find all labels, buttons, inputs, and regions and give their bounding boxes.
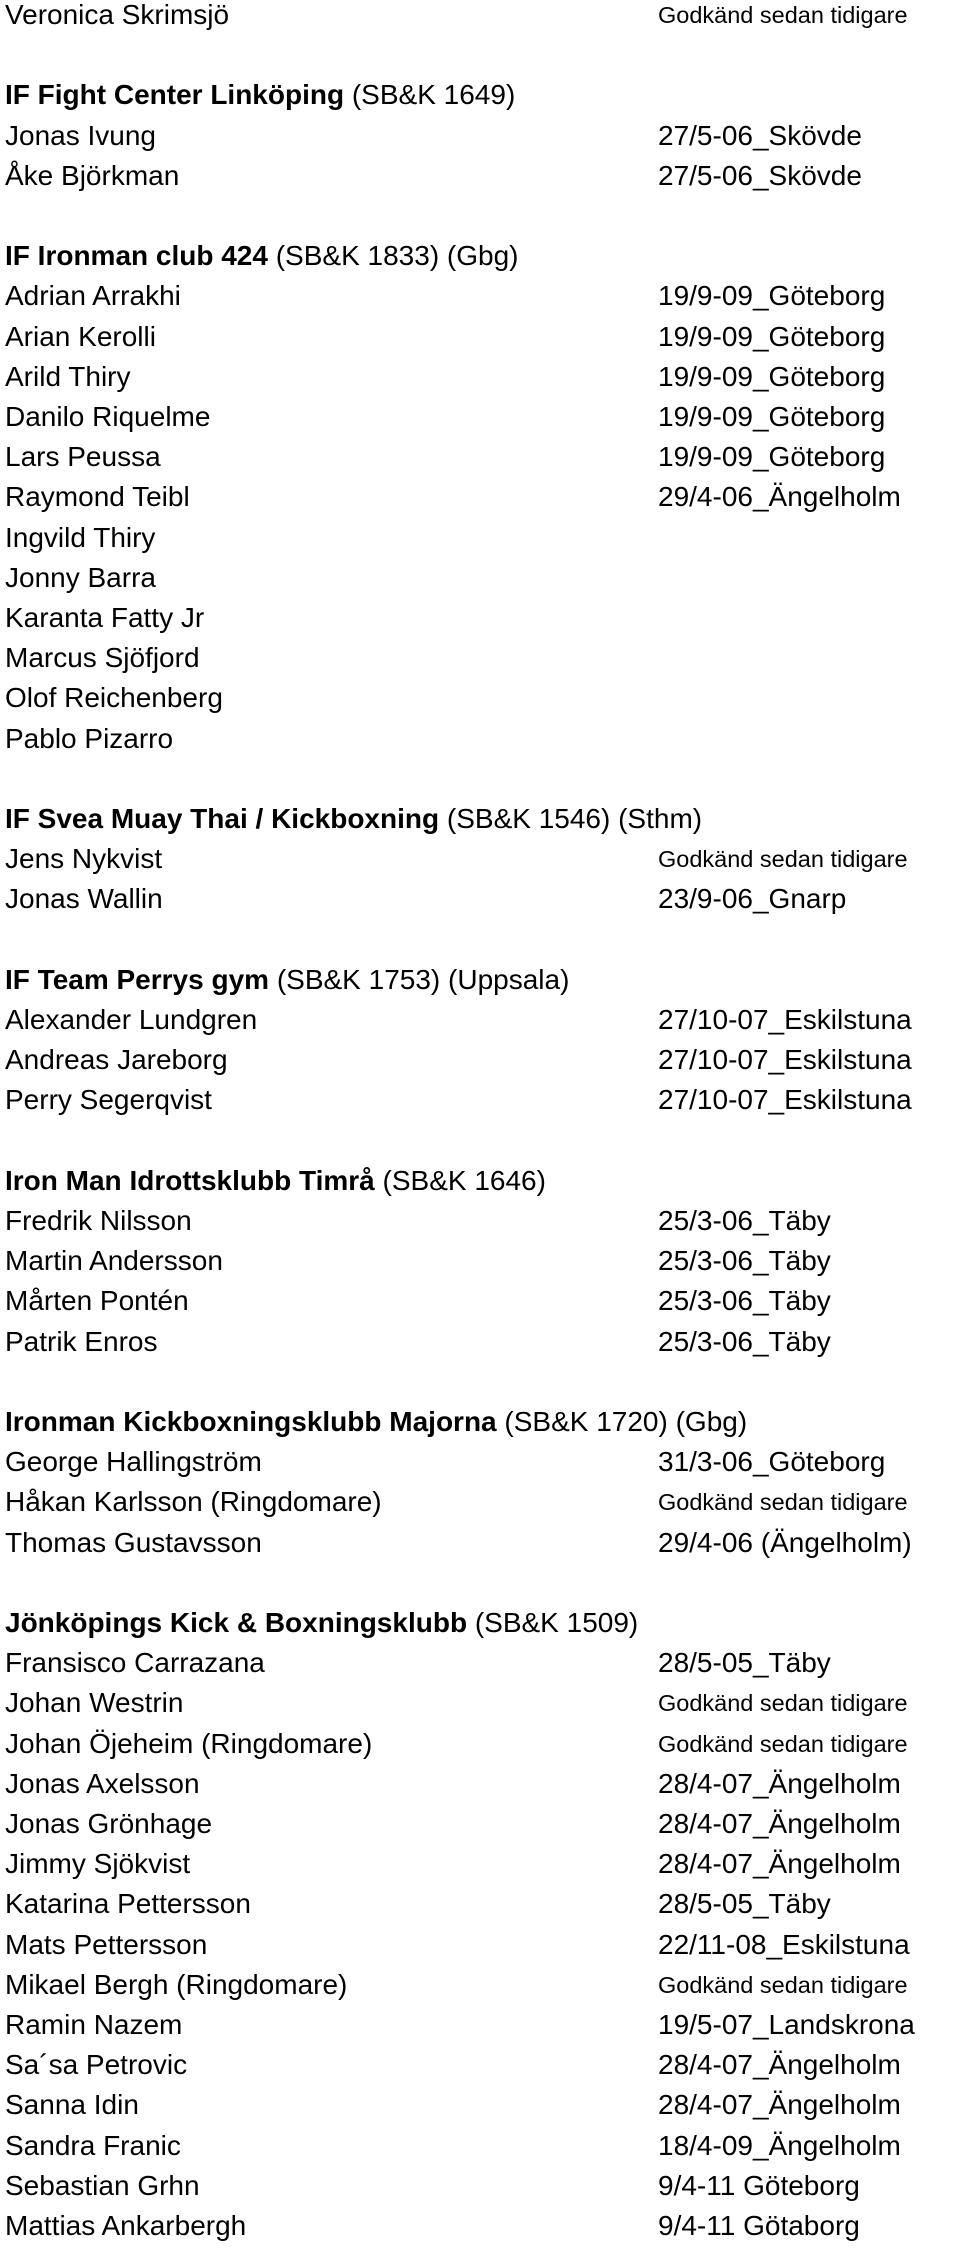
approval-date: 19/9-09_Göteborg	[658, 320, 886, 352]
member-row	[0, 1849, 960, 1889]
member-name: Mårten Pontén	[5, 1285, 189, 1317]
member-name: Åke Björkman	[5, 159, 180, 191]
member-row	[0, 1286, 960, 1326]
approval-date: 27/10-07_Eskilstuna	[658, 1084, 912, 1116]
member-row	[0, 1889, 960, 1929]
member-row	[0, 1809, 960, 1849]
member-row	[0, 281, 960, 321]
approval-date: 19/9-09_Göteborg	[658, 280, 886, 312]
member-name: Fransisco Carrazana	[5, 1647, 265, 1679]
member-row	[0, 362, 960, 402]
member-row	[0, 1528, 960, 1568]
approval-date: 28/5-05_Täby	[658, 1647, 831, 1679]
member-row	[0, 322, 960, 362]
member-row	[0, 1970, 960, 2010]
member-name: George Hallingström	[5, 1446, 262, 1478]
club-details: (SB&K 1509)	[467, 1607, 639, 1638]
club-details: (SB&K 1753) (Uppsala)	[269, 963, 570, 995]
approval-date: Godkänd sedan tidigare	[658, 846, 908, 873]
member-row	[0, 482, 960, 522]
member-row	[0, 1206, 960, 1246]
member-name: Sandra Franic	[5, 2129, 181, 2161]
member-row	[0, 1487, 960, 1527]
member-name: Ramin Nazem	[5, 2009, 183, 2040]
approval-date: 18/4-09_Ängelholm	[658, 2129, 901, 2161]
club-name: IF Ironman club 424	[5, 240, 268, 272]
approval-date: 27/10-07_Eskilstuna	[658, 1044, 912, 1076]
club-heading-row	[0, 1166, 960, 1206]
approval-date: 27/5-06_Skövde	[658, 119, 862, 151]
approval-date: 25/3-06_Täby	[658, 1205, 831, 1236]
member-name: Lars Peussa	[5, 441, 161, 473]
club-name: Jönköpings Kick & Boxningsklubb	[5, 1607, 468, 1638]
member-name: Perry Segerqvist	[5, 1084, 212, 1116]
member-row	[0, 2211, 960, 2251]
member-name: Arian Kerolli	[5, 320, 156, 352]
club-heading	[5, 1407, 747, 1437]
approval-date: 28/4-07_Ängelholm	[658, 1767, 901, 1799]
approval-date: 9/4-11 Göteborg	[658, 2169, 860, 2201]
club-name: IF Svea Muay Thai / Kickboxning	[5, 803, 440, 834]
club-name: IF Fight Center Linköping	[5, 79, 345, 111]
member-row	[0, 402, 960, 442]
approval-date: 28/4-07_Ängelholm	[658, 2089, 901, 2121]
member-name: Jonas Ivung	[5, 119, 156, 151]
member-name: Mats Pettersson	[5, 1928, 208, 1960]
member-name: Thomas Gustavsson	[5, 1526, 262, 1558]
approval-date: Godkänd sedan tidigare	[658, 1489, 908, 1516]
member-row	[0, 2090, 960, 2130]
approval-date: 19/9-09_Göteborg	[658, 401, 886, 432]
member-name: Veronica Skrimsjö	[5, 0, 230, 30]
member-row	[0, 603, 960, 643]
member-row	[0, 1447, 960, 1487]
member-name: Fredrik Nilsson	[5, 1205, 192, 1236]
club-heading-row	[0, 80, 960, 120]
member-name: Raymond Teibl	[5, 481, 190, 513]
approval-date: 25/3-06_Täby	[658, 1285, 831, 1317]
approval-date: Godkänd sedan tidigare	[658, 2, 908, 28]
approval-date: 22/11-08_Eskilstuna	[658, 1928, 910, 1960]
club-heading-row	[0, 804, 960, 844]
member-name: Sanna Idin	[5, 2089, 139, 2121]
member-row	[0, 1246, 960, 1286]
club-heading	[5, 1166, 546, 1196]
member-name: Olof Reichenberg	[5, 682, 223, 714]
member-row	[0, 1769, 960, 1809]
club-heading-row	[0, 241, 960, 281]
member-row	[0, 121, 960, 161]
member-row	[0, 442, 960, 482]
member-name: Katarina Pettersson	[5, 1888, 251, 1920]
member-name: Sa´sa Petrovic	[5, 2049, 188, 2081]
member-name: Martin Andersson	[5, 1245, 223, 1277]
member-row	[0, 724, 960, 764]
member-row	[0, 884, 960, 924]
club-heading	[5, 804, 702, 834]
member-name: Johan Westrin	[5, 1687, 184, 1719]
club-name: Ironman Kickboxningsklubb Majorna	[5, 1406, 497, 1437]
member-row	[0, 2131, 960, 2171]
member-row	[0, 1085, 960, 1125]
member-name: Pablo Pizarro	[5, 722, 174, 754]
approval-date: 27/10-07_Eskilstuna	[658, 1004, 912, 1035]
member-name: Karanta Fatty Jr	[5, 602, 205, 633]
member-row	[0, 563, 960, 603]
member-name: Jonny Barra	[5, 561, 156, 593]
approval-date: 9/4-11 Götaborg	[658, 2210, 860, 2241]
member-name: Adrian Arrakhi	[5, 280, 181, 312]
member-name: Danilo Riquelme	[5, 401, 211, 432]
approval-date: Godkänd sedan tidigare	[658, 1690, 908, 1717]
member-row	[0, 1648, 960, 1688]
approval-date: 28/4-07_Ängelholm	[658, 2049, 901, 2081]
club-details: (SB&K 1546) (Sthm)	[439, 803, 703, 834]
club-heading	[5, 1608, 638, 1638]
approval-date: 31/3-06_Göteborg	[658, 1446, 886, 1478]
approval-date: 19/5-07_Landskrona	[658, 2009, 915, 2040]
member-name: Arild Thiry	[5, 360, 131, 392]
club-heading-row	[0, 965, 960, 1005]
member-row	[0, 643, 960, 683]
member-row	[0, 2010, 960, 2050]
member-name: Mikael Bergh (Ringdomare)	[5, 1968, 348, 2000]
club-details: (SB&K 1646)	[374, 1164, 546, 1196]
member-row	[0, 1688, 960, 1728]
member-name: Jonas Grönhage	[5, 1808, 213, 1839]
club-name: IF Team Perrys gym	[5, 963, 270, 995]
approval-date: Godkänd sedan tidigare	[658, 1971, 908, 1998]
approval-date: 19/9-09_Göteborg	[658, 360, 886, 392]
club-heading	[5, 965, 569, 995]
approval-date: 25/3-06_Täby	[658, 1245, 831, 1277]
member-name: Jimmy Sjökvist	[5, 1848, 191, 1880]
approval-date: 28/4-07_Ängelholm	[658, 1848, 901, 1880]
approval-date: 28/4-07_Ängelholm	[658, 1808, 901, 1839]
member-name: Mattias Ankarbergh	[5, 2210, 247, 2241]
member-row	[0, 1327, 960, 1367]
member-name: Alexander Lundgren	[5, 1004, 258, 1035]
member-row	[0, 2171, 960, 2211]
member-row	[0, 0, 960, 40]
club-name: Iron Man Idrottsklubb Timrå	[5, 1164, 375, 1196]
member-name: Ingvild Thiry	[5, 521, 156, 553]
club-heading-row	[0, 1407, 960, 1447]
approval-date: 29/4-06 (Ängelholm)	[658, 1526, 912, 1558]
member-row	[0, 1045, 960, 1085]
club-details: (SB&K 1720) (Gbg)	[496, 1406, 748, 1437]
approval-date: Godkänd sedan tidigare	[658, 1730, 908, 1757]
member-row	[0, 844, 960, 884]
club-details: (SB&K 1833) (Gbg)	[267, 240, 519, 272]
member-row	[0, 1005, 960, 1045]
member-row	[0, 161, 960, 201]
member-row	[0, 1930, 960, 1970]
club-heading	[5, 80, 515, 110]
approval-date: 23/9-06_Gnarp	[658, 883, 847, 915]
approval-date: 19/9-09_Göteborg	[658, 441, 886, 473]
approval-date: 29/4-06_Ängelholm	[658, 481, 901, 513]
member-name: Sebastian Grhn	[5, 2169, 200, 2201]
member-name: Håkan Karlsson (Ringdomare)	[5, 1486, 382, 1518]
member-name: Jens Nykvist	[5, 843, 163, 875]
member-name: Andreas Jareborg	[5, 1044, 228, 1076]
member-name: Johan Öjeheim (Ringdomare)	[5, 1727, 373, 1759]
member-name: Marcus Sjöfjord	[5, 642, 200, 674]
approval-date: 27/5-06_Skövde	[658, 159, 862, 191]
club-heading	[5, 241, 519, 271]
member-row	[0, 1729, 960, 1769]
club-details: (SB&K 1649)	[344, 79, 516, 111]
member-row	[0, 2050, 960, 2090]
approval-date: 25/3-06_Täby	[658, 1325, 831, 1357]
club-heading-row	[0, 1608, 960, 1648]
approval-date: 28/5-05_Täby	[658, 1888, 831, 1920]
member-name: Jonas Axelsson	[5, 1767, 200, 1799]
member-row	[0, 523, 960, 563]
member-name: Patrik Enros	[5, 1325, 158, 1357]
member-row	[0, 683, 960, 723]
member-name: Jonas Wallin	[5, 883, 163, 915]
